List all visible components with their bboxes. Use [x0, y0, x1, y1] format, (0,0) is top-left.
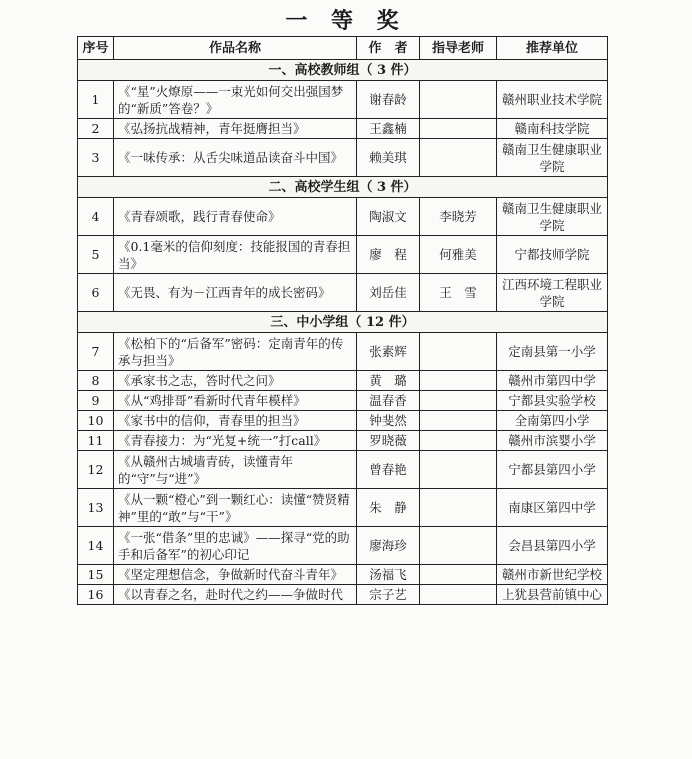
- cell-work-title: 《一味传承：从舌尖味道品读奋斗中国》: [114, 139, 357, 177]
- cell-num: 11: [78, 431, 114, 451]
- cell-author: 钟斐然: [357, 411, 420, 431]
- cell-work-title: 《无畏、有为－江西青年的成长密码》: [114, 274, 357, 312]
- cell-unit: 宁都县第四小学: [497, 451, 608, 489]
- cell-work-title: 《“星”火燎原——一束光如何交出强国梦的“新质”答卷？》: [114, 81, 357, 119]
- table-row: [78, 489, 608, 527]
- cell-advisor: [420, 411, 497, 431]
- cell-num: 4: [78, 198, 114, 236]
- cell-num: 7: [78, 333, 114, 371]
- cell-num: 9: [78, 391, 114, 411]
- cell-unit: 赣州职业技术学院: [497, 81, 608, 119]
- group-header-row: [78, 312, 608, 333]
- cell-advisor: 李晓芳: [420, 198, 497, 236]
- cell-author: 温春香: [357, 391, 420, 411]
- table-row: [78, 274, 608, 312]
- cell-work-title: 《青春颂歌，践行青春使命》: [114, 198, 357, 236]
- cell-num: 6: [78, 274, 114, 312]
- table-row: [78, 451, 608, 489]
- cell-work-title: 《家书中的信仰，青春里的担当》: [114, 411, 357, 431]
- table-row: [78, 411, 608, 431]
- group-header-row: [78, 60, 608, 81]
- table-row: [78, 527, 608, 565]
- cell-author: 宗子艺: [357, 585, 420, 605]
- cell-num: 1: [78, 81, 114, 119]
- cell-num: 8: [78, 371, 114, 391]
- cell-author: 黄 璐: [357, 371, 420, 391]
- cell-author: 刘岳佳: [357, 274, 420, 312]
- cell-num: 16: [78, 585, 114, 605]
- cell-advisor: 王 雪: [420, 274, 497, 312]
- cell-author: 廖海珍: [357, 527, 420, 565]
- cell-advisor: [420, 81, 497, 119]
- cell-unit: 宁都技师学院: [497, 236, 608, 274]
- header-author: 作 者: [357, 37, 420, 60]
- cell-unit: 江西环境工程职业学院: [497, 274, 608, 312]
- cell-work-title: 《以青春之名，赴时代之约——争做时代: [114, 585, 357, 605]
- cell-unit: 会昌县第四小学: [497, 527, 608, 565]
- cell-advisor: [420, 371, 497, 391]
- cell-author: 王鑫楠: [357, 119, 420, 139]
- table-row: [78, 333, 608, 371]
- cell-advisor: [420, 139, 497, 177]
- cell-unit: 上犹县营前镇中心: [497, 585, 608, 605]
- table-row: [78, 81, 608, 119]
- cell-advisor: [420, 585, 497, 605]
- table-row: [78, 431, 608, 451]
- cell-unit: 赣南卫生健康职业学院: [497, 139, 608, 177]
- cell-unit: 赣州市新世纪学校: [497, 565, 608, 585]
- cell-unit: 赣南科技学院: [497, 119, 608, 139]
- cell-author: 张素辉: [357, 333, 420, 371]
- table-row: [78, 371, 608, 391]
- cell-advisor: [420, 565, 497, 585]
- cell-num: 2: [78, 119, 114, 139]
- header-row: [78, 37, 608, 60]
- cell-unit: 赣南卫生健康职业学院: [497, 198, 608, 236]
- table-header: [78, 37, 608, 60]
- cell-work-title: 《承家书之志，答时代之问》: [114, 371, 357, 391]
- cell-advisor: [420, 119, 497, 139]
- group-label: 二、高校学生组（ 3 件）: [78, 177, 608, 198]
- cell-author: 曾春艳: [357, 451, 420, 489]
- cell-author: 陶淑文: [357, 198, 420, 236]
- award-table: [77, 36, 608, 605]
- cell-author: 赖美琪: [357, 139, 420, 177]
- cell-work-title: 《从一颗“橙心”到一颗红心：读懂“赞贤精神”里的“敢”与“干”》: [114, 489, 357, 527]
- group-header-row: [78, 177, 608, 198]
- header-num: 序号: [78, 37, 114, 60]
- cell-num: 3: [78, 139, 114, 177]
- table-row: [78, 236, 608, 274]
- cell-num: 10: [78, 411, 114, 431]
- table-row: [78, 585, 608, 605]
- cell-unit: 宁都县实验学校: [497, 391, 608, 411]
- cell-advisor: [420, 451, 497, 489]
- cell-advisor: [420, 333, 497, 371]
- cell-unit: 全南第四小学: [497, 411, 608, 431]
- cell-unit: 南康区第四中学: [497, 489, 608, 527]
- header-work: 作品名称: [114, 37, 357, 60]
- cell-work-title: 《弘扬抗战精神，青年挺膺担当》: [114, 119, 357, 139]
- cell-advisor: [420, 431, 497, 451]
- cell-num: 13: [78, 489, 114, 527]
- group-label: 三、中小学组（ 12 件）: [78, 312, 608, 333]
- cell-work-title: 《一张“借条”里的忠诚》——探寻“党的助手和后备军”的初心印记: [114, 527, 357, 565]
- cell-advisor: [420, 527, 497, 565]
- cell-num: 12: [78, 451, 114, 489]
- cell-num: 5: [78, 236, 114, 274]
- table-row: [78, 565, 608, 585]
- cell-advisor: [420, 391, 497, 411]
- table-row: [78, 139, 608, 177]
- cell-author: 汤福飞: [357, 565, 420, 585]
- cell-advisor: [420, 489, 497, 527]
- cell-work-title: 《从赣州古城墙青砖，读懂青年的“守”与“进”》: [114, 451, 357, 489]
- cell-author: 朱 静: [357, 489, 420, 527]
- cell-work-title: 《松柏下的“后备军”密码：定南青年的传承与担当》: [114, 333, 357, 371]
- cell-unit: 定南县第一小学: [497, 333, 608, 371]
- group-label: 一、高校教师组（ 3 件）: [78, 60, 608, 81]
- cell-author: 罗晓薇: [357, 431, 420, 451]
- table-row: [78, 391, 608, 411]
- cell-unit: 赣州市滨婴小学: [497, 431, 608, 451]
- cell-work-title: 《青春接力：为“光复+统一”打call》: [114, 431, 357, 451]
- cell-unit: 赣州市第四中学: [497, 371, 608, 391]
- page-title: 一 等 奖: [285, 8, 407, 34]
- cell-author: 廖 程: [357, 236, 420, 274]
- table-body: [78, 60, 608, 605]
- table-row: [78, 119, 608, 139]
- cell-num: 15: [78, 565, 114, 585]
- cell-advisor: 何雅美: [420, 236, 497, 274]
- header-unit: 推荐单位: [497, 37, 608, 60]
- header-advisor: 指导老师: [420, 37, 497, 60]
- cell-work-title: 《坚定理想信念，争做新时代奋斗青年》: [114, 565, 357, 585]
- cell-author: 谢春龄: [357, 81, 420, 119]
- cell-work-title: 《0.1毫米的信仰刻度：技能报国的青春担当》: [114, 236, 357, 274]
- cell-work-title: 《从“鸡排哥”看新时代青年模样》: [114, 391, 357, 411]
- table-row: [78, 198, 608, 236]
- cell-num: 14: [78, 527, 114, 565]
